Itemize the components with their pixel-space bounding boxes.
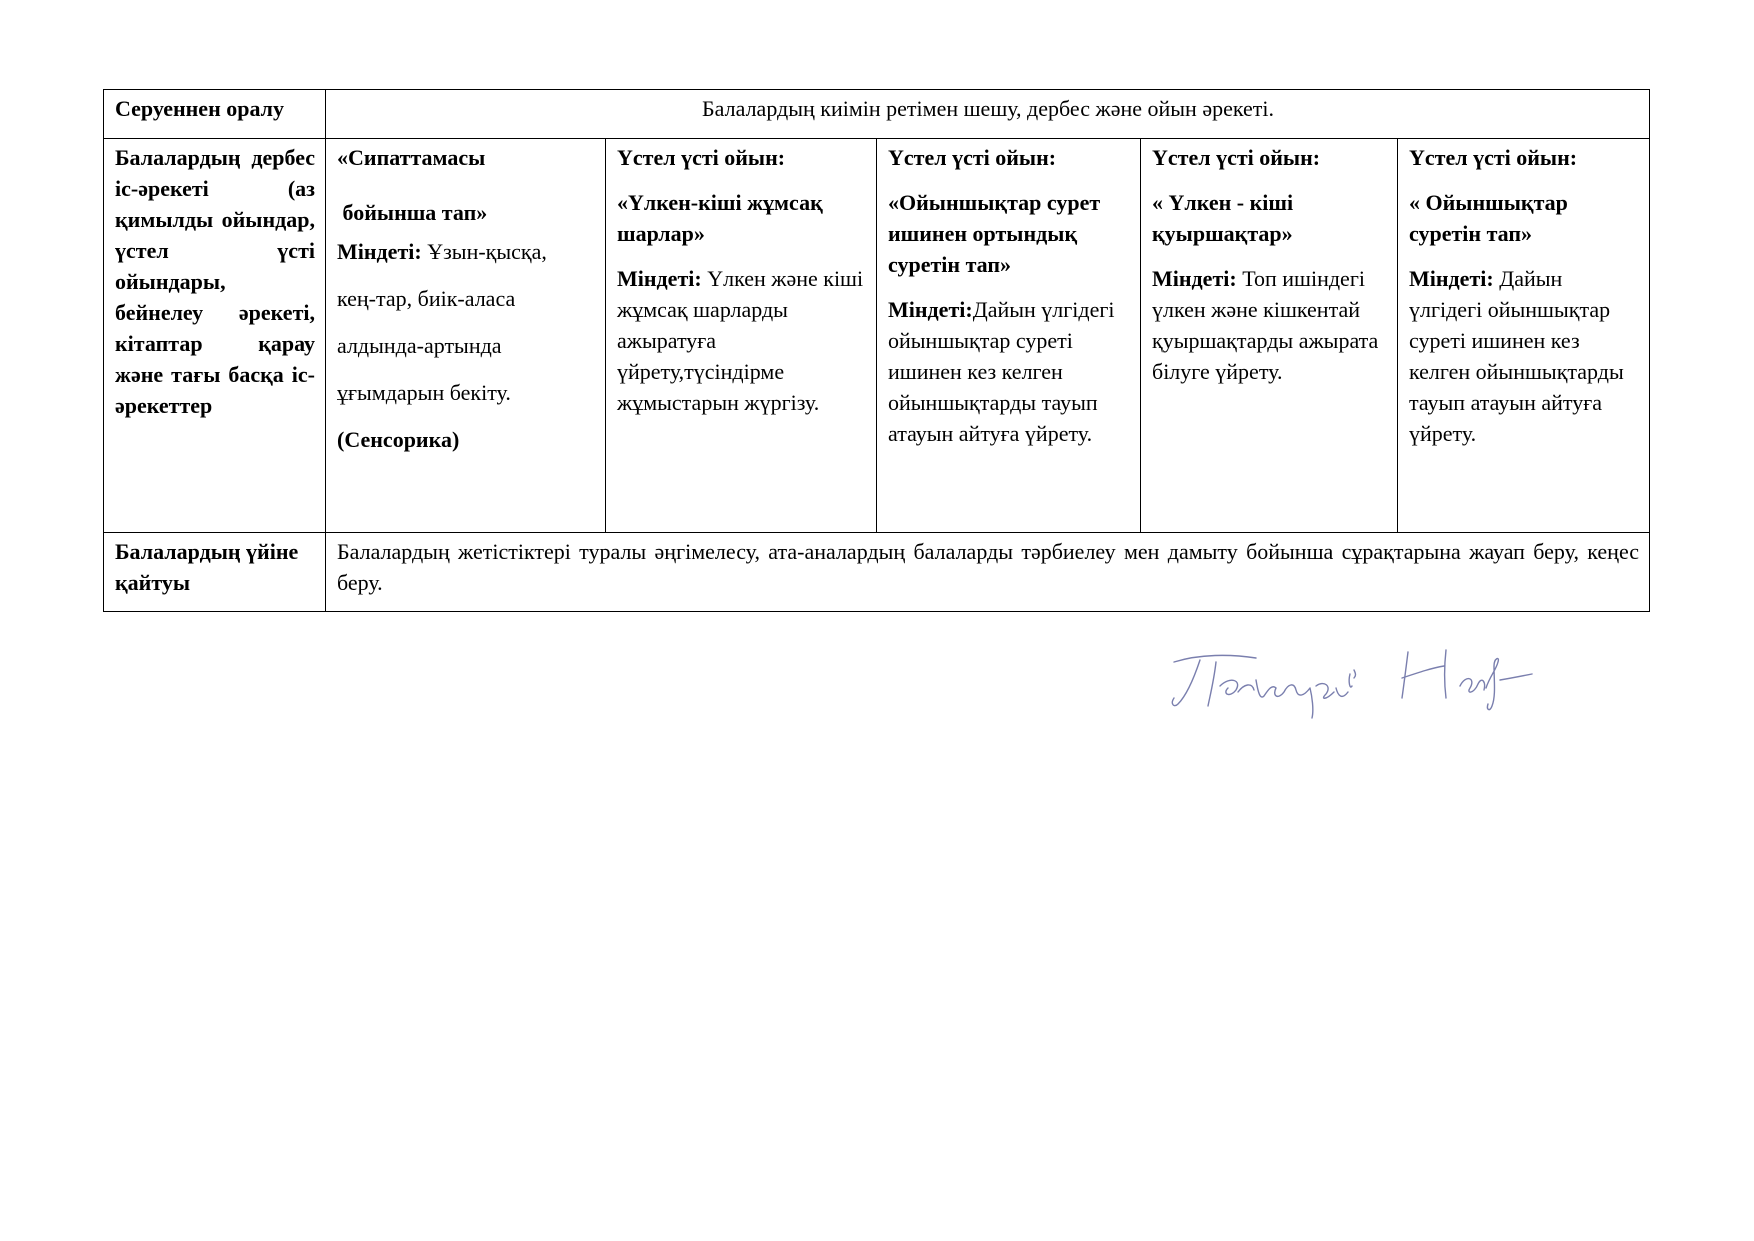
plan-table — [103, 89, 1650, 612]
activity-cell-1 — [326, 139, 606, 533]
activity-cell-4 — [1141, 139, 1398, 533]
going-home-text: Балалардың жетістіктері туралы әңгімелесу, ата-аналардың балаларды тәрбиелеу мен дамыту бойынша сұрақтарына жауап беру, кеңес беру. — [326, 533, 1650, 612]
game-task: Міндеті:Дайын үлгідегі ойыншықтар суреті ишинен кез келген ойыншықтарды тауып атауын айтуға үйрету. — [888, 297, 1115, 446]
game-type: Үстел үсті ойын: — [617, 145, 786, 170]
handwritten-signature — [1160, 640, 1540, 720]
return-walk-text: Балалардың киімін ретімен шешу, дербес және ойын әрекеті. — [326, 90, 1650, 139]
game-title: « Үлкен - кіші қуыршақтар» — [1152, 190, 1294, 246]
table-row-return-walk — [104, 90, 1650, 139]
activity-task-line: алдында-артында — [337, 333, 502, 358]
game-title: «Үлкен-кіші жұмсақ шарлар» — [617, 190, 823, 246]
row-label-return-walk: Серуеннен оралу — [104, 90, 326, 139]
activity-cell-5 — [1398, 139, 1650, 533]
row-label-independent: Балалардың дербес іс-әрекеті (аз қимылды ойындар, үстел үсті ойындары, бейнелеу әрекеті, кітаптар қарау және тағы басқа іс-әрекеттер — [104, 139, 326, 533]
activity-task: Міндеті: Ұзын-қысқа, — [337, 239, 547, 264]
game-title: «Ойыншықтар сурет ишинен ортындық суретін тап» — [888, 190, 1101, 277]
row-label-going-home: Балалардың үйіне қайтуы — [104, 533, 326, 612]
game-task: Міндеті: Үлкен және кіші жұмсақ шарларды ажыратуға үйрету,түсіндірме жұмыстарын жүргізу. — [617, 266, 864, 415]
activity-title-line: «Сипаттамасы — [337, 145, 486, 170]
activity-note: (Сенсорика) — [337, 427, 460, 452]
activity-task-line: ұғымдарын бекіту. — [337, 380, 511, 405]
game-type: Үстел үсті ойын: — [1409, 145, 1578, 170]
activity-cell-3 — [877, 139, 1141, 533]
activity-title-line: бойынша тап» — [337, 200, 488, 225]
activity-cell-2 — [606, 139, 877, 533]
activity-task-line: кең-тар, биік-аласа — [337, 286, 516, 311]
game-type: Үстел үсті ойын: — [1152, 145, 1321, 170]
table-row-independent — [104, 139, 1650, 533]
game-title: « Ойыншықтар суретін тап» — [1409, 190, 1568, 246]
table-row-going-home — [104, 533, 1650, 612]
game-type: Үстел үсті ойын: — [888, 145, 1057, 170]
game-task: Міндеті: Дайын үлгідегі ойыншықтар суреті ишинен кез келген ойыншықтарды тауып атауын айтуға үйрету. — [1409, 266, 1624, 446]
game-task: Міндеті: Топ ишіндегі үлкен және кішкентай қуыршақтарды ажырата білуге үйрету. — [1152, 266, 1379, 384]
